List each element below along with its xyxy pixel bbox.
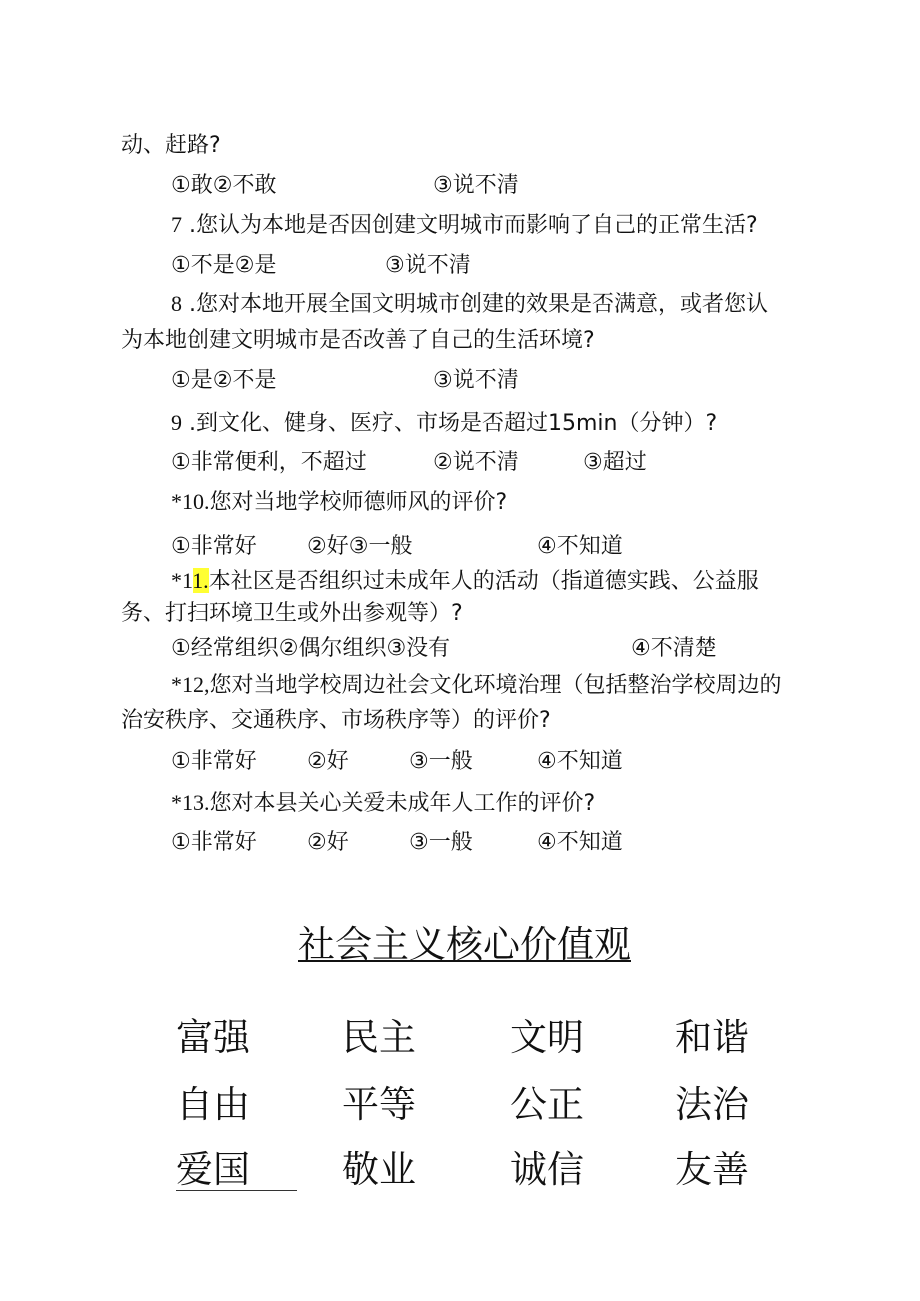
core-value-word: 诚信 bbox=[510, 1148, 584, 1191]
question-9 bbox=[171, 410, 717, 437]
underline-rule bbox=[176, 1190, 297, 1191]
question-13-option-1: ①非常好 bbox=[171, 830, 257, 855]
question-9-option-2: ②说不清 bbox=[433, 450, 519, 475]
question-10-option-2: ②好③一般 bbox=[307, 534, 413, 559]
question-10-option-1: ①非常好 bbox=[171, 534, 257, 559]
question-6-continuation: 动、赶路? bbox=[121, 133, 221, 158]
question-11-option-1: ①经常组织②偶尔组织③没有 bbox=[171, 636, 451, 661]
question-8-number: 8 bbox=[171, 291, 182, 316]
core-value-word: 公正 bbox=[510, 1083, 584, 1126]
core-value-word: 敬业 bbox=[342, 1148, 416, 1191]
question-12-text-line-1: 您对当地学校周边社会文化环境治理（包括整治学校周边的 bbox=[209, 673, 782, 698]
question-10-prefix: *10. bbox=[171, 489, 210, 514]
question-12-prefix: *12, bbox=[171, 672, 210, 697]
question-8-text-line-1: .您对本地开展全国文明城市创建的效果是否满意，或者您认 bbox=[182, 292, 768, 317]
question-9-number: 9 bbox=[171, 410, 182, 435]
question-10-text: 您对当地学校师德师风的评价? bbox=[209, 490, 508, 515]
question-7-option-1: ①不是②是 bbox=[171, 253, 277, 278]
question-11-highlighted-number: 1. bbox=[192, 568, 209, 593]
core-value-word: 富强 bbox=[176, 1016, 250, 1059]
question-9-text: .到文化、健身、医疗、市场是否超过15min（分钟）? bbox=[182, 411, 718, 436]
question-13-option-2: ②好 bbox=[307, 830, 349, 855]
question-9-option-3: ③超过 bbox=[583, 450, 647, 475]
question-8-option-1: ①是②不是 bbox=[171, 368, 277, 393]
core-value-word: 文明 bbox=[510, 1016, 584, 1059]
question-9-option-1: ①非常便利，不超过 bbox=[171, 450, 367, 475]
question-11-text-line-1: 本社区是否组织过未成年人的活动（指道德实践、公益服 bbox=[208, 569, 759, 594]
question-12-text-line-2: 治安秩序、交通秩序、市场秩序等）的评价? bbox=[121, 708, 551, 733]
core-value-word: 平等 bbox=[342, 1083, 416, 1126]
question-13-prefix: *13. bbox=[171, 790, 210, 815]
core-value-word: 爱国 bbox=[176, 1148, 250, 1191]
core-value-word: 友善 bbox=[675, 1148, 749, 1191]
question-13-option-4: ④不知道 bbox=[537, 830, 623, 855]
question-12-option-3: ③一般 bbox=[409, 749, 473, 774]
question-8-option-2: ③说不清 bbox=[433, 368, 519, 393]
question-11 bbox=[171, 568, 759, 595]
question-12-option-1: ①非常好 bbox=[171, 749, 257, 774]
question-11-prefix: *1 bbox=[171, 568, 193, 593]
question-13 bbox=[171, 790, 595, 817]
question-11-text-line-2: 务、打扫环境卫生或外出参观等）? bbox=[121, 601, 463, 626]
core-values-title: 社会主义核心价值观 bbox=[298, 923, 631, 966]
question-10 bbox=[171, 489, 507, 516]
question-8 bbox=[171, 291, 768, 318]
question-13-option-3: ③一般 bbox=[409, 830, 473, 855]
question-7-option-2: ③说不清 bbox=[385, 253, 471, 278]
question-12-option-2: ②好 bbox=[307, 749, 349, 774]
question-6-option-2: ③说不清 bbox=[433, 173, 519, 198]
question-6-option-1: ①敢②不敢 bbox=[171, 173, 277, 198]
core-value-word: 法治 bbox=[675, 1083, 749, 1126]
core-value-word: 和谐 bbox=[675, 1016, 749, 1059]
question-12-option-4: ④不知道 bbox=[537, 749, 623, 774]
question-11-option-2: ④不清楚 bbox=[631, 636, 717, 661]
question-7 bbox=[171, 212, 758, 239]
question-7-number: 7 bbox=[171, 212, 182, 237]
question-13-text: 您对本县关心关爱未成年人工作的评价? bbox=[209, 791, 596, 816]
question-12 bbox=[171, 672, 782, 699]
core-value-word: 民主 bbox=[342, 1016, 416, 1059]
question-8-text-line-2: 为本地创建文明城市是否改善了自己的生活环境? bbox=[121, 328, 595, 353]
question-10-option-3: ④不知道 bbox=[537, 534, 623, 559]
core-value-word: 自由 bbox=[176, 1083, 250, 1126]
question-7-text: .您认为本地是否因创建文明城市而影响了自己的正常生活? bbox=[182, 213, 758, 238]
